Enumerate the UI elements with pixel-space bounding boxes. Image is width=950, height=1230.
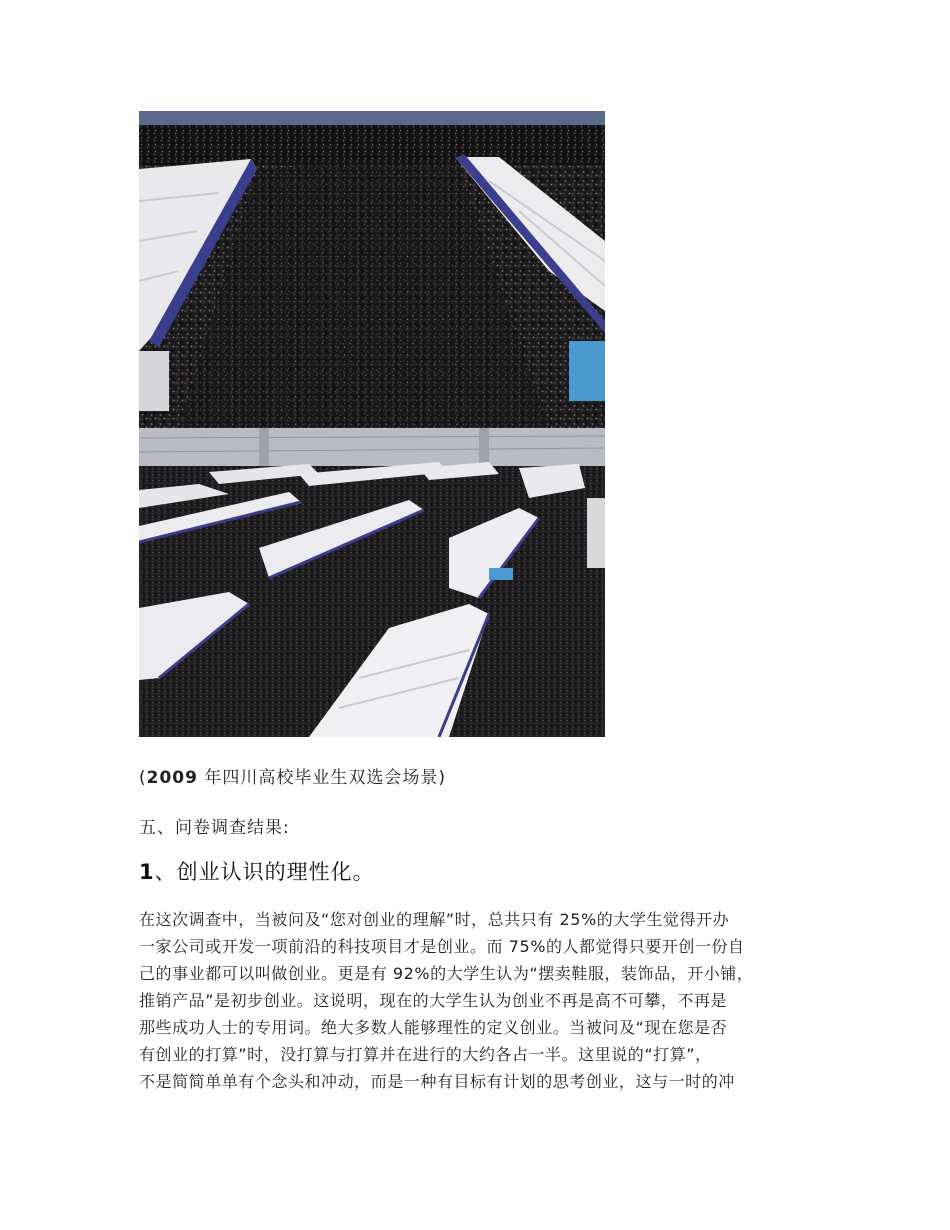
job-fair-photo-bottom [139, 428, 605, 737]
figure-caption [139, 763, 446, 788]
crowd-image-bottom [139, 428, 605, 737]
paragraph-line: 有创业的打算”时，没打算与打算并在进行的大约各占一半。这里说的“打算”， [139, 1045, 712, 1064]
paragraph-line: 一家公司或开发一项前沿的科技项目才是创业。而 75%的人都觉得只要开创一份自 [139, 937, 745, 956]
paragraph-line: 那些成功人士的专用词。绝大多数人能够理性的定义创业。当被问及“现在您是否 [139, 1018, 728, 1037]
caption-year: 2009 [146, 768, 198, 788]
paragraph-line: 推销产品”是初步创业。这说明，现在的大学生认为创业不再是高不可攀，不再是 [139, 991, 728, 1010]
caption-open-paren: ( [139, 768, 147, 788]
caption-text: 年四川高校毕业生双选会场景) [197, 768, 447, 788]
paragraph-line: 在这次调查中，当被问及“您对创业的理解”时，总共只有 25%的大学生觉得开办 [139, 910, 730, 929]
section-title: 五、问卷调查结果: [139, 818, 290, 838]
heading-number: 1 [139, 860, 155, 884]
crowd-image-top [139, 111, 605, 428]
paragraph-line: 不是简简单单有个念头和冲动，而是一种有目标有计划的思考创业，这与一时的冲 [139, 1072, 735, 1091]
heading-text: 、创业认识的理性化。 [154, 860, 375, 884]
body-paragraph [139, 906, 829, 1095]
paragraph-line: 己的事业都可以叫做创业。更是有 92%的大学生认为“摆卖鞋服，装饰品，开小铺， [139, 964, 754, 983]
subsection-heading [139, 856, 375, 886]
job-fair-photo-top [139, 111, 605, 428]
